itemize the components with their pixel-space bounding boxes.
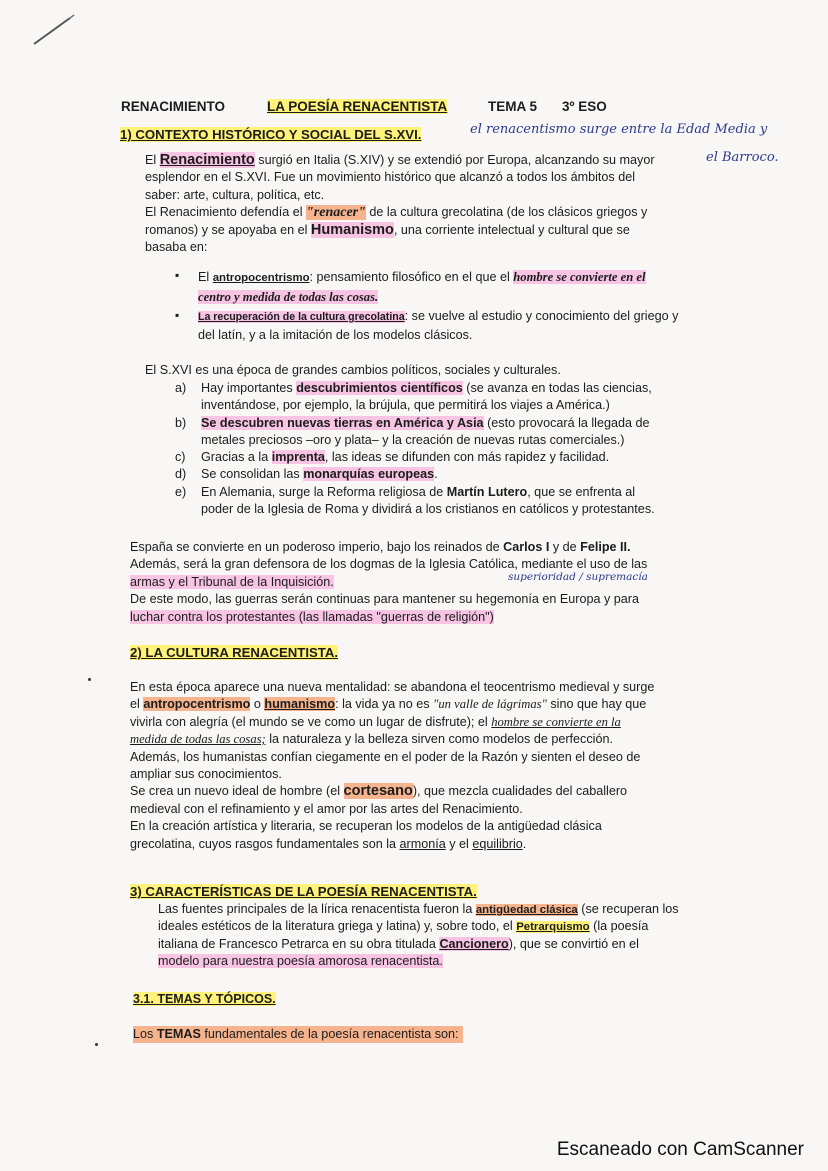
list-item: e) En Alemania, surge la Reforma religiosa de Martín Lutero, que se enfrenta al (175, 484, 636, 499)
header-unit: TEMA 5 (488, 99, 538, 114)
handwritten-note-3: superioridad / supremacía (508, 571, 648, 583)
section1-heading: 1) CONTEXTO HISTÓRICO Y SOCIAL DEL S.XVI. (120, 127, 422, 142)
bullet-antropocentrismo: El antropocentrismo: pensamiento filosófico en el que el hombre se convierte en el centro y medida de todas las cosas. (198, 270, 646, 304)
scan-speck (88, 678, 91, 681)
pen-scribble-icon (30, 12, 78, 48)
bullet-recuperacion: La recuperación de la cultura grecolatina: se vuelve al estudio y conocimiento del griego y del latín, y a la imitación de los modelos clásicos. (198, 309, 679, 342)
handwritten-note-2: el Barroco. (706, 150, 779, 165)
header-subtitle: LA POESÍA RENACENTISTA (267, 99, 448, 114)
temas-intro: Los TEMAS fundamentales de la poesía renacentista son: (133, 1026, 463, 1043)
section1-changes-intro: El S.XVI es una época de grandes cambios políticos, sociales y culturales. (145, 363, 561, 377)
section2-body: En esta época aparece una nueva mentalidad: se abandona el teocentrismo medieval y surge el antropocentrismo o humanismo: la vida ya no es "un valle de lágrimas" sino que hay que vivirla con alegría (el mundo se ve como un lugar de disfrute); el hombre se convierte en la medida de todas las cosas; la naturaleza y la belleza sirven como modelos de perfección. Además, los humanistas confían ciegamente en el poder de la Razón y sienten el deseo de ampliar sus conocimientos. Se crea un nuevo ideal de hombre (el cortesano), que mezcla cualidades del caballero medieval con el refinamiento y el amor por las artes del Renacimiento. En la creación artística y literaria, se recuperan los modelos de la antigüedad clásica grecolatina, cuyos rasgos fundamentales son la armonía y el equilibrio. (130, 680, 655, 851)
changes-list: a) Hay importantes descubrimientos científicos (se avanza en todas las ciencias, inventándose, por ejemplo, la brújula, que permitirá los viajes a América.) b) Se descubren nuevas tierras en América y Asia (esto provocará la llegada de metales preciosos –oro y plata– y la creación de nuevas rutas comerciales.) c) Gracias a la imprenta, las ideas se difunden con más rapidez y facilidad. d) Se consolidan las monarquías europeas. e) En Alemania, surge la Reforma religiosa de Martín Lutero, que se enfrenta al poder de la Iglesia de Roma y dividirá a los cristianos en católicos y protestantes. (175, 381, 655, 517)
section2-heading: 2) LA CULTURA RENACENTISTA. (130, 645, 339, 660)
list-item: b) Se descubren nuevas tierras en América y Asia (esto provocará la llegada de (175, 415, 650, 430)
section3-heading: 3) CARACTERÍSTICAS DE LA POESÍA RENACENTISTA. (130, 884, 477, 899)
scanner-watermark: Escaneado con CamScanner (556, 1139, 804, 1160)
bullet-icon: ▪ (175, 268, 180, 282)
list-item: d) Se consolidan las monarquías europeas. (175, 467, 438, 482)
header-title: RENACIMIENTO (121, 99, 226, 114)
bullet-icon: ▪ (175, 308, 180, 322)
section1-intro: El Renacimiento surgió en Italia (S.XIV) y se extendió por Europa, alcanzando su mayor esplendor en el S.XVI. Fue un movimiento histórico que alcanzó a todos los ámbitos del saber: arte, cultura, política, etc. El Renacimiento defendía el "renacer" de la cultura grecolatina (de los clásicos griegos y romanos) y se apoyaba en el Humanismo, una corriente intelectual y cultural que se basaba en: (145, 152, 655, 254)
list-item: a) Hay importantes descubrimientos científicos (se avanza en todas las ciencias, (175, 381, 652, 395)
header-course: 3º ESO (562, 99, 607, 114)
section1-espana: España se convierte en un poderoso imperio, bajo los reinados de Carlos I y de Felipe II. Además, será la gran defensora de los dogmas de la Iglesia Católica, mediante el uso de las armas y el Tribunal de la Inquisición. De este modo, las guerras serán continuas para mantener su hegemonía en Europa y para luchar contra los protestantes (las llamadas "guerras de religión") (130, 540, 648, 624)
handwritten-note-1: el renacentismo surge entre la Edad Media y (470, 122, 768, 137)
subsection-heading: 3.1. TEMAS Y TÓPICOS. (133, 992, 276, 1006)
scan-speck (95, 1043, 98, 1046)
section3-body: Las fuentes principales de la lírica renacentista fueron la antigüedad clásica (se recuperan los ideales estéticos de la literatura griega y latina) y, sobre todo, el Petrarquismo (la poesía italiana de Francesco Petrarca en su obra titulada Cancionero), que se convirtió en el modelo para nuestra poesía amorosa renacentista. (158, 902, 679, 969)
list-item: c) Gracias a la imprenta, las ideas se difunden con más rapidez y facilidad. (175, 450, 610, 465)
